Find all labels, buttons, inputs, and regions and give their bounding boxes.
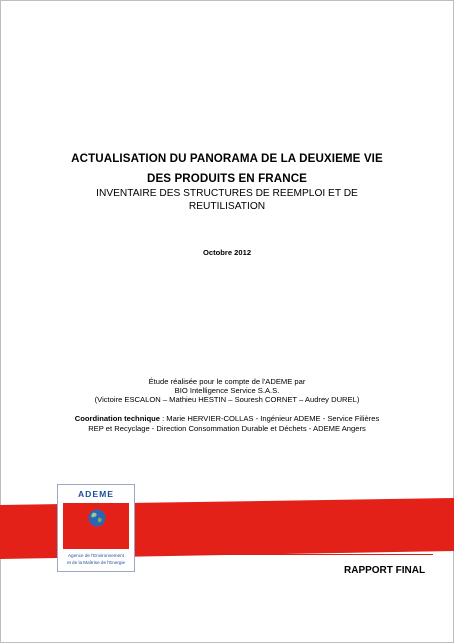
logo-caption-line-2: et de la Maîtrise de l'Energie bbox=[66, 560, 126, 565]
coordination-text: : Marie HERVIER-COLLAS - Ingénieur ADEME - Service Filières bbox=[159, 414, 380, 423]
coordination-label: Coordination technique bbox=[74, 414, 160, 423]
title-line-1: ACTUALISATION DU PANORAMA DE LA DEUXIEME VIE bbox=[71, 152, 383, 165]
credit-line-2: BIO Intelligence Service S.A.S. bbox=[174, 386, 280, 395]
report-rule bbox=[165, 554, 433, 555]
credit-line-1: Étude réalisée pour le compte de l'ADEME par bbox=[148, 377, 306, 386]
coordination-line-2: REP et Recyclage - Direction Consommation Durable et Déchets - ADEME Angers bbox=[88, 424, 366, 433]
title-line-2: DES PRODUITS EN FRANCE bbox=[146, 172, 308, 185]
ademe-logo bbox=[57, 484, 135, 572]
logo-wordmark: ADEME bbox=[77, 489, 115, 499]
logo-caption-line-1: Agence de l'Environnement bbox=[67, 553, 125, 558]
globe-icon bbox=[88, 509, 106, 527]
report-date: Octobre 2012 bbox=[202, 248, 252, 257]
report-final-label: RAPPORT FINAL bbox=[344, 565, 426, 576]
subtitle-line-1: INVENTAIRE DES STRUCTURES DE REEMPLOI ET DE bbox=[96, 188, 358, 199]
subtitle-line-2: REUTILISATION bbox=[188, 201, 266, 212]
logo-red-square bbox=[63, 503, 129, 549]
credit-line-3: (Victoire ESCALON – Mathieu HESTIN – Souresh CORNET – Audrey DUREL) bbox=[94, 395, 360, 404]
